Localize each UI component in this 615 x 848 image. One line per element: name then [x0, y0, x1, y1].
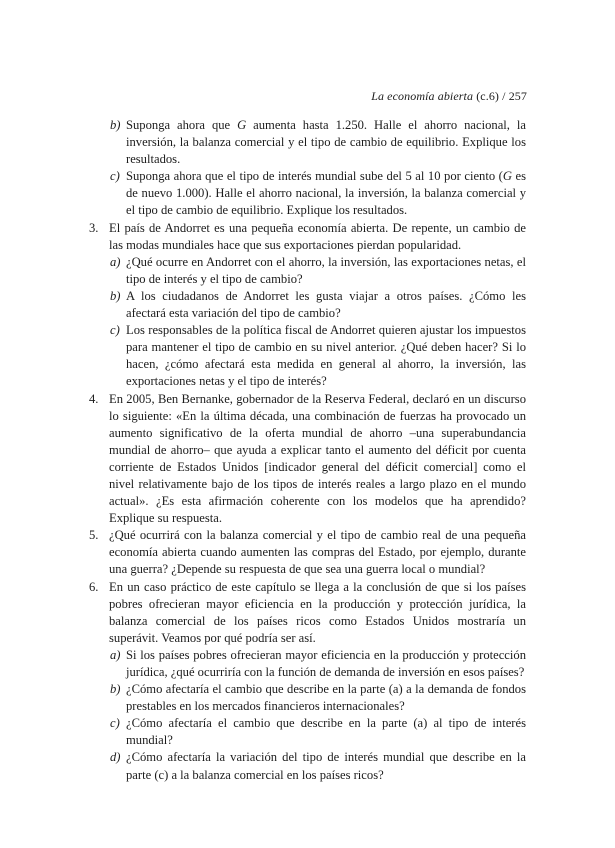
- exercise-6a: [89, 647, 526, 681]
- item-letter: b): [110, 288, 121, 303]
- item-letter: b): [110, 118, 121, 132]
- page-number: 257: [508, 89, 527, 103]
- item-letter: a): [110, 254, 121, 269]
- exercise-3c: [89, 322, 526, 390]
- question-number: 3.: [89, 220, 99, 235]
- item-text: Los responsables de la política fiscal de Andorret quieren ajustar los impuestos para mantener el tipo de cambio en su nivel anterior. ¿Qué deben hacer? Si lo hacen, ¿cómo afectará esta medida en general al ahorro, la inversión, las exportaciones netas y el tipo de interés?: [126, 323, 526, 389]
- running-header-chapter: (c.6): [476, 89, 500, 103]
- item-letter: b): [110, 682, 121, 697]
- question-text: En 2005, Ben Bernanke, gobernador de la Reserva Federal, declaró en un discurso lo siguiente: «En la última década, una combinación de fuerzas ha provocado un aumento significativo de la oferta mundial de ahorro –una superabundancia mundial de ahorro– que ayuda a explicar tanto el aumento del déficit por cuenta corriente de Estados Unidos [indicador general del déficit comercial] como el nivel relativamente bajo de los tipos de interés reales a largo plazo en el mundo actual». ¿Es esta afirmación coherente con los modelos que ha aprendido? Explique su respuesta.: [109, 391, 526, 526]
- exercise-3a: [89, 254, 526, 288]
- exercise-5: [89, 527, 526, 578]
- item-letter: d): [110, 750, 121, 765]
- running-header-separator: /: [502, 89, 506, 103]
- question-number: 5.: [89, 528, 99, 543]
- item-letter: c): [110, 323, 120, 338]
- exercise-6: [89, 579, 526, 647]
- exercise-3b: [89, 288, 526, 322]
- item-text: Suponga ahora que G aumenta hasta 1.250. Halle el ahorro nacional, la inversión, la balanza comercial y el tipo de cambio de equilibrio. Explique los resultados.: [126, 118, 526, 167]
- exercise-6c: [89, 715, 526, 749]
- item-text: ¿Cómo afectaría el cambio que describe en la parte (a) al tipo de interés mundial?: [126, 716, 526, 748]
- item-text: A los ciudadanos de Andorret les gusta viajar a otros países. ¿Cómo les afectará esta variación del tipo de cambio?: [126, 288, 526, 321]
- item-text: ¿Cómo afectaría el cambio que describe en la parte (a) a la demanda de fondos prestables en los mercados financieros internacionales?: [126, 682, 526, 714]
- question-number: 4.: [89, 391, 99, 406]
- item-text: ¿Qué ocurre en Andorret con el ahorro, la inversión, las exportaciones netas, el tipo de interés y el tipo de cambio?: [126, 254, 526, 286]
- item-letter: c): [110, 169, 120, 184]
- exercise-4: [89, 391, 526, 528]
- item-text: Suponga ahora que el tipo de interés mundial sube del 5 al 10 por ciento (G es de nuevo 1.000). Halle el ahorro nacional, la inversión, la balanza comercial y el tipo de cambio de equilibrio. Explique los resultados.: [126, 169, 526, 218]
- exercise-3: [89, 220, 526, 254]
- item-letter: a): [110, 647, 121, 662]
- exercise-2c: [89, 168, 526, 219]
- item-letter: c): [110, 716, 120, 731]
- exercise-6d: [89, 749, 526, 783]
- question-text: ¿Qué ocurrirá con la balanza comercial y el tipo de cambio real de una pequeña economía abierta cuando aumenten las compras del Estado, por ejemplo, durante una guerra? ¿Depende su respuesta de que sea una guerra local o mundial?: [109, 528, 526, 577]
- item-text: ¿Cómo afectaría la variación del tipo de interés mundial que describe en la parte (c) a la balanza comercial en los países ricos?: [126, 750, 526, 782]
- exercise-list: [89, 117, 526, 784]
- item-text: Si los países pobres ofrecieran mayor eficiencia en la producción y protección jurídica, ¿qué ocurriría con la función de demanda de inversión en esos países?: [126, 647, 526, 679]
- question-text: En un caso práctico de este capítulo se llega a la conclusión de que si los países pobres ofrecieran mayor eficiencia en la producción y protección jurídica, la balanza comercial de los países ricos como Estados Unidos mostraría un superávit. Veamos por qué podría ser así.: [109, 579, 526, 645]
- running-header-title: La economía abierta: [371, 89, 474, 103]
- question-text: El país de Andorret es una pequeña economía abierta. De repente, un cambio de las modas mundiales hace que sus exportaciones pierdan popularidad.: [109, 220, 526, 252]
- exercise-2b: [89, 117, 526, 168]
- exercise-6b: [89, 681, 526, 715]
- question-number: 6.: [89, 579, 99, 594]
- running-header: [371, 89, 527, 104]
